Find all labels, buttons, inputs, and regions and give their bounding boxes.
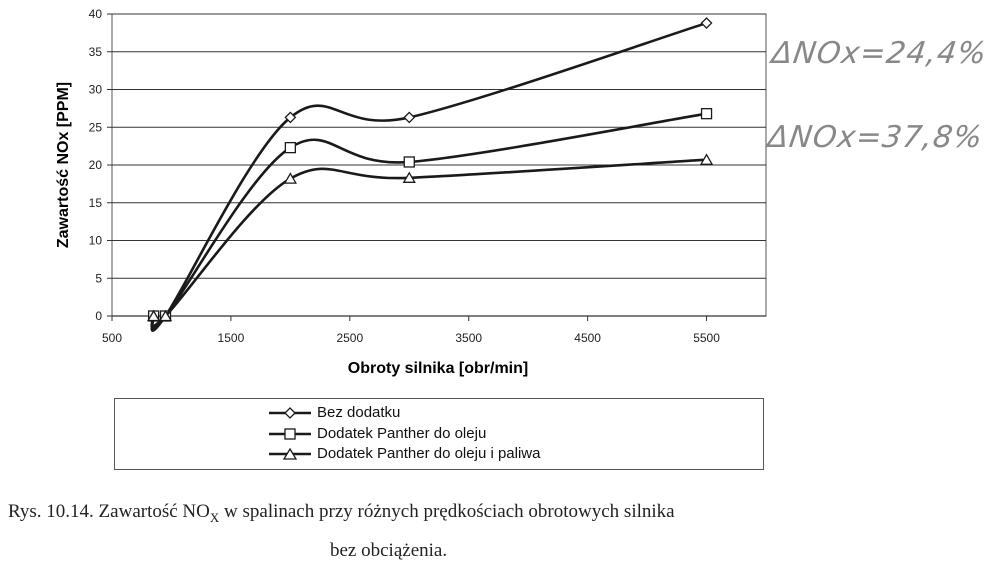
y-tick-label: 35 [88,44,102,59]
x-axis-title: Obroty silnika [obr/min] [347,360,529,377]
legend-marker-triangle [267,446,313,462]
legend-marker-square [267,426,313,442]
x-tick-label: 2500 [336,331,364,345]
y-tick-label: 15 [88,195,102,210]
data-point-square [702,109,712,119]
x-tick-label: 4500 [574,331,601,345]
caption-subscript: X [209,509,220,525]
data-point-square [404,157,414,167]
annotation-delta-2: ΔNOx=37,8% [765,120,986,155]
legend [114,398,764,470]
y-tick-label: 40 [88,7,102,21]
y-tick-label: 30 [88,82,102,97]
figure-caption-line-1 [8,501,675,526]
y-axis-title: Zawartość NOx [PPM] [55,81,72,249]
x-tick-label: 1500 [217,331,245,345]
y-tick-label: 0 [95,309,102,323]
y-tick-label: 25 [88,120,102,135]
grid-layer [112,14,766,316]
legend-marker-diamond [267,405,313,421]
x-tick-label: 500 [101,331,123,345]
legend-label: Dodatek Panther do oleju i paliwa [317,445,541,462]
y-tick-label: 20 [88,158,102,172]
legend-label: Dodatek Panther do oleju [317,425,487,442]
y-tick-label: 10 [88,233,102,248]
figure-caption-line-2: bez obciążenia. [330,540,448,561]
x-tick-label: 3500 [455,331,483,345]
annotation-delta-1: ΔNOx=24,4% [769,36,989,71]
caption-prefix: Rys. 10.14. Zawartość NO [8,501,210,522]
data-point-square [285,143,295,153]
caption-suffix: w spalinach przy różnych prędkościach obrotowych silnika [219,501,675,522]
y-tick-label: 5 [95,271,102,286]
x-tick-label: 5500 [693,331,720,345]
legend-label: Bez dodatku [317,404,401,421]
